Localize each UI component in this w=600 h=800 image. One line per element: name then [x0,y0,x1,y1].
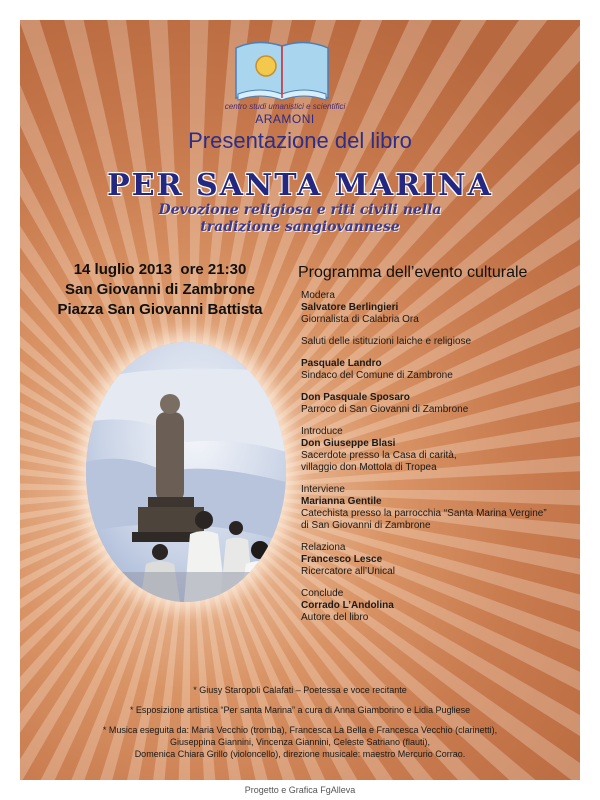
program-person-name: Francesco Lesce [301,554,383,565]
poster [20,20,580,780]
program-description: di San Giovanni di Zambrone [301,520,431,531]
program-person-name: Marianna Gentile [301,496,382,507]
program-person-name: Don Pasquale Sposaro [301,392,410,403]
note-music-line: * Musica eseguita da: Maria Vecchio (tromba), Francesca La Bella e Francesca Vecchio (clarinetti), [102,725,498,735]
presentation-heading: Presentazione del libro [188,128,412,153]
procession-photo-image [86,342,286,602]
program-person-name: Don Giuseppe Blasi [301,438,396,449]
note-music-line: Domenica Chiara Grillo (violoncello), direzione musicale: maestro Mercurio Corrao. [134,749,466,759]
program-item [301,426,571,474]
program-title: Programma dell’evento culturale [298,264,528,281]
logo-caption: centro studi umanistici e scientifici [224,102,346,111]
book-title: PER SANTA MARINA [107,168,493,203]
program-description: Giornalista di Calabria Ora [301,314,419,325]
design-credit: Progetto e Grafica FgAlleva [244,785,356,795]
program-role: Interviene [301,484,345,495]
program-role: Conclude [301,588,344,599]
program-role: Relaziona [301,542,346,553]
program-item [301,588,571,624]
event-place: San Giovanni di Zambrone [64,281,256,298]
program-item [301,358,571,382]
event-datetime: 14 luglio 2013 ore 21:30 [73,261,247,278]
logo-name: ARAMONI [255,112,315,126]
program-description: Sindaco del Comune di Zambrone [301,370,453,381]
program-item [301,392,571,416]
book-logo-icon [232,34,332,106]
program-description: Parroco di San Giovanni di Zambrone [301,404,469,415]
program-role: Introduce [301,426,343,437]
program-description: Saluti delle istituzioni laiche e religiose [301,336,472,347]
procession-photo [86,342,286,602]
note-reader: * Giusy Staropoli Calafati – Poetessa e voce recitante [193,685,407,695]
program-description: Sacerdote presso la Casa di carità, [301,450,457,461]
program-item [301,336,571,348]
program-description: Catechista presso la parrocchia “Santa Marina Vergine” [301,508,547,519]
program-description: villaggio don Mottola di Tropea [301,462,437,473]
program-item [301,290,571,326]
program-person-name: Corrado L’Andolina [301,600,394,611]
program-person-name: Pasquale Landro [301,358,382,369]
event-details [30,260,290,320]
note-exhibit: * Esposizione artistica “Per santa Marina” a cura di Anna Giamborino e Lidia Pugliese [129,705,471,715]
event-venue: Piazza San Giovanni Battista [57,301,263,318]
program-description: Ricercatore all’Unical [301,566,395,577]
event-notes [20,684,580,760]
book-subtitle [120,202,480,236]
subtitle-line: Devozione religiosa e riti civili nella [158,202,442,218]
note-music-line: Giuseppina Giannini, Vincenza Giannini, Celeste Satriano (flauti), [170,737,430,747]
program-list [301,290,571,634]
program-item [301,542,571,578]
program-person-name: Salvatore Berlingieri [301,302,399,313]
program-role: Modera [301,290,335,301]
program-description: Autore del libro [301,612,369,623]
program-item [301,484,571,532]
subtitle-line: tradizione sangiovannese [200,219,400,235]
note-music [20,724,580,760]
